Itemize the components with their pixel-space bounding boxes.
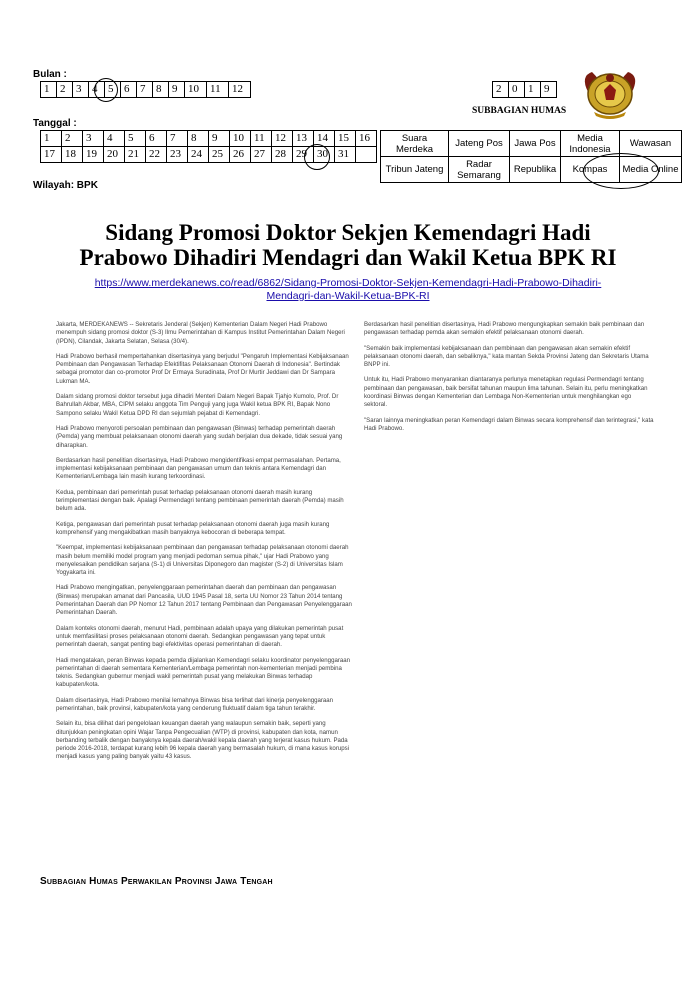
grid-cell: 16 (356, 131, 377, 147)
grid-cell: 6 (146, 131, 167, 147)
grid-cell: 25 (209, 147, 230, 163)
article-paragraph: Dalam sidang promosi doktor tersebut juga dihadiri Menteri Dalam Negeri Bapak Tjahjo Kumolo, Prof. Dr Bahrullah Akbar, MBA, CIPM selaku anggota Tim Penguji yang juga Wakil ketua BPK RI, Bapak Nono Sampono selaku Wakil Ketua DPD RI dan sejumlah pejabat di Kemendagri. (56, 393, 339, 417)
grid-cell: 17 (41, 147, 62, 163)
grid-cell: 31 (335, 147, 356, 163)
grid-cell: 1 (525, 82, 541, 98)
grid-cell: 5 (105, 82, 121, 98)
article-title-line2: Prabowo Dihadiri Mendagri dan Wakil Ketua BPK RI (79, 245, 617, 270)
grid-cell: 9 (169, 82, 185, 98)
media-wawasan: Wawasan (620, 131, 682, 157)
grid-cell: 24 (188, 147, 209, 163)
office-label: SUBBAGIAN HUMAS (472, 106, 567, 116)
article-paragraph: Untuk itu, Hadi Prabowo menyarankan diantaranya perlunya menetapkan regulasi Permendagri tentang pembinaan dan pengawasan, baik bersifat tahunan maupun lima tahunan. Selain itu, perlu meningkatkan koordinasi Binwas dengan Kementerian dan Lembaga Non-Kementerian untuk menghilangkan ego sektoral. (364, 376, 648, 409)
media-tribun-jateng: Tribun Jateng (381, 157, 449, 183)
article-paragraph: Ketiga, pengawasan dari pemerintah pusat terhadap pelaksanaan otonomi daerah juga masih kurang komprehensif yang mengakibatkan masih banyaknya kebocoran di beberapa tempat. (56, 520, 330, 536)
grid-cell: 22 (146, 147, 167, 163)
grid-cell: 20 (104, 147, 125, 163)
article-left-column (56, 321, 354, 769)
grid-cell: 4 (89, 82, 105, 98)
grid-cell: 8 (153, 82, 169, 98)
grid-cell: 13 (293, 131, 314, 147)
bulan-label: Bulan : (33, 69, 67, 80)
article-paragraph: Hadi Prabowo menyoroti persoalan pembinaan dan pengawasan (Binwas) terhadap pemerintah daerah (Pemda) yang membuat pelaksanaan otonomi daerah yang sudah berjalan dua dekade, tidak sesuai yang diharapkan. (56, 424, 343, 449)
media-jateng-pos: Jateng Pos (449, 131, 510, 157)
footer-office: Subbagian Humas Perwakilan Provinsi Jawa Tengah (40, 876, 273, 887)
grid-cell: 0 (509, 82, 525, 98)
grid-cell: 9 (541, 82, 557, 98)
grid-cell: 19 (83, 147, 104, 163)
tanggal-label: Tanggal : (33, 118, 77, 129)
article-right-column (364, 321, 654, 440)
article-paragraph: Hadi Prabowo berhasil mempertahankan disertasinya yang berjudul "Pengaruh Implementasi Kebijaksanaan Pembinaan dan Pengawasan Terhadap Efektifitas Pelaksanaan Otonomi Daerah di Indonesia". Bertindak sebagai promotor dan co-promotor Prof Dr Ermaya Suradinata, Prof Dr Murtir Jeddawi dan Dr Sampara Lukman MA. (56, 352, 349, 385)
grid-cell: 23 (167, 147, 188, 163)
grid-cell: 8 (188, 131, 209, 147)
grid-cell: 18 (62, 147, 83, 163)
grid-cell: 2 (62, 131, 83, 147)
grid-cell: 14 (314, 131, 335, 147)
grid-cell: 10 (230, 131, 251, 147)
article-paragraph: Jakarta, MERDEKANEWS -- Sekretaris Jenderal (Sekjen) Kementerian Dalam Negeri Hadi Prabowo menempuh sidang promosi doktor (S-3) Ilmu Pemerintahan di Kampus Institut Pemerintahan Dalam Negeri (IPDN), Cilandak, Jakarta Selatan, Selasa (30/4). (56, 321, 345, 345)
media-media-indonesia: Media Indonesia (561, 131, 620, 157)
bpk-emblem-icon (578, 66, 642, 122)
article-paragraph: Dalam konteks otonomi daerah, menurut Hadi, pembinaan adalah upaya yang dilakukan pemerintah pusat untuk memfasilitasi proses pelaksanaan otonomi daerah. Sedangkan pengawasan yang tepat untuk pemerintah daerah, sangat penting bagi efektivitas operasi pemerintahan di daerah. (56, 624, 344, 649)
article-paragraph: "Keempat, implementasi kebijaksanaan pembinaan dan pengawasan terhadap pelaksanaan otonomi daerah masih belum memiliki model program yang menjadi pedoman semua pihak," ujar Hadi Prabowo yang menyelesaikan pendidikan sarjana (S-1) di Universitas Diponegoro dan magister (S-2) di Universitas Islam Yogyakarta ini. (56, 544, 349, 577)
article-paragraph: Berdasarkan hasil penelitian disertasinya, Hadi Prabowo mengungkapkan semakin baik pembinaan dan pengawasan terhadap pemda akan semakin efektif pelaksanaan otonomi daerah. (364, 321, 645, 337)
grid-cell: 21 (125, 147, 146, 163)
grid-cell: 26 (230, 147, 251, 163)
grid-cell: 3 (83, 131, 104, 147)
media-republika: Republika (510, 157, 561, 183)
article-paragraph: "Saran lainnya meningkatkan peran Kemendagri dalam Binwas secara komprehensif dan terintegrasi," kata Hadi Prabowo. (364, 416, 654, 432)
grid-cell: 27 (251, 147, 272, 163)
article-paragraph: Berdasarkan hasil penelitian disertasinya, Hadi Prabowo mengidentifikasi empat permasalahan. Pertama, implementasi kebijaksanaan pembinaan dan pengawasan umum dan teknis antara Kemendagri dan Kementerian/Lembaga lain masih kurang terkoordinasi. (56, 456, 341, 481)
media-circle-marker (583, 153, 659, 189)
grid-cell: 10 (185, 82, 207, 98)
grid-cell: 3 (73, 82, 89, 98)
article-title-line1: Sidang Promosi Doktor Sekjen Kemendagri Hadi (105, 220, 591, 245)
grid-cell: 4 (104, 131, 125, 147)
article-paragraph: Dalam disertasinya, Hadi Prabowo menilai lemahnya Binwas bisa terlihat dari kinerja penyelenggaraan pemerintahan, baik provinsi, kabupaten/kota yang cenderung fluktuatif dalam tiga tahun terakhir. (56, 696, 334, 712)
grid-cell: 5 (125, 131, 146, 147)
date-circle-marker (304, 144, 330, 170)
article-paragraph: Selain itu, bisa dilihat dari pengelolaan keuangan daerah yang walaupun semakin baik, seperti yang ditunjukkan peningkatan opini Wajar Tanpa Pengecualian (WTP) di provinsi, kabupaten dan kota, namun berbanding terbalik dengan banyaknya kepala daerah/wakil kepala daerah yang terjerat kasus hukum. Pada periode 2016-2018, terdapat kurang lebih 96 kepala daerah yang bermasalah hukum, di mana kasus korupsi menjadi kasus yang paling banyak yaitu 43 kasus. (56, 720, 350, 761)
wilayah-label: Wilayah: BPK (33, 180, 98, 191)
grid-cell: 29 (293, 147, 314, 163)
grid-cell: 2 (493, 82, 509, 98)
grid-cell: 12 (272, 131, 293, 147)
grid-cell: 11 (207, 82, 229, 98)
article-paragraph: Hadi Prabowo mengingatkan, penyelenggaraan pemerintahan daerah dan pembinaan dan pengawasan (Binwas) merupakan amanat dari Pancasila, UUD 1945 Pasal 18, serta UU Nomor 23 Tahun 2014 tentang Pemerintahan Daerah dan PP Nomor 12 Tahun 2017 tentang Pembinaan dan Pengawasan Penyelenggaraan Pemerintahan Daerah. (56, 584, 352, 617)
grid-cell: 12 (229, 82, 251, 98)
grid-cell: 6 (121, 82, 137, 98)
article-paragraph: "Semakin baik implementasi kebijaksanaan dan pembinaan dan pengawasan akan semakin efektif pelaksanaan otonomi daerah, dan sebaliknya," kata mantan Sekda Provinsi Jateng dan Sekretaris Utama BNPP ini. (364, 344, 649, 369)
media-media-online: Media Online (620, 157, 682, 183)
grid-cell: 30 (314, 147, 335, 163)
article-paragraph: Kedua, pembinaan dari pemerintah pusat terhadap pelaksanaan otonomi daerah masih kurang terimplementasi dengan baik. Apalagi Permendagri tentang pembinaan pemerintah daerah (Pemda) masih belum ada. (56, 488, 344, 513)
grid-cell (356, 147, 377, 163)
year-box (492, 81, 557, 98)
month-circle-marker (94, 78, 118, 102)
grid-cell: 1 (41, 82, 57, 98)
grid-cell: 2 (57, 82, 73, 98)
media-suara-merdeka: Suara Merdeka (381, 131, 449, 157)
grid-cell: 9 (209, 131, 230, 147)
grid-cell: 7 (137, 82, 153, 98)
article-url-line1[interactable]: https://www.merdekanews.co/read/6862/Sidang-Promosi-Doktor-Sekjen-Kemendagri-Hadi-Prabowo-Dihadiri- (94, 277, 602, 289)
grid-cell: 1 (41, 131, 62, 147)
month-grid (40, 81, 251, 98)
article-url-line2[interactable]: Mendagri-dan-Wakil-Ketua-BPK-RI (266, 290, 430, 302)
grid-cell: 11 (251, 131, 272, 147)
article-paragraph: Hadi mengatakan, peran Binwas kepada pemda dijalankan Kemendagri selaku koordinator penyelenggaraan pemerintahan di daerah sementara Kementerian/Lembaga pemerintah non-kementerian menjadi pembina teknis. Sedangkan gubernur menjadi wakil pemerintah pusat yang melakukan Binwas terhadap kabupaten/kota. (56, 656, 351, 689)
grid-cell: 7 (167, 131, 188, 147)
grid-cell: 28 (272, 147, 293, 163)
media-kompas: Kompas (561, 157, 620, 183)
media-radar-semarang: Radar Semarang (449, 157, 510, 183)
media-jawa-pos: Jawa Pos (510, 131, 561, 157)
grid-cell: 15 (335, 131, 356, 147)
